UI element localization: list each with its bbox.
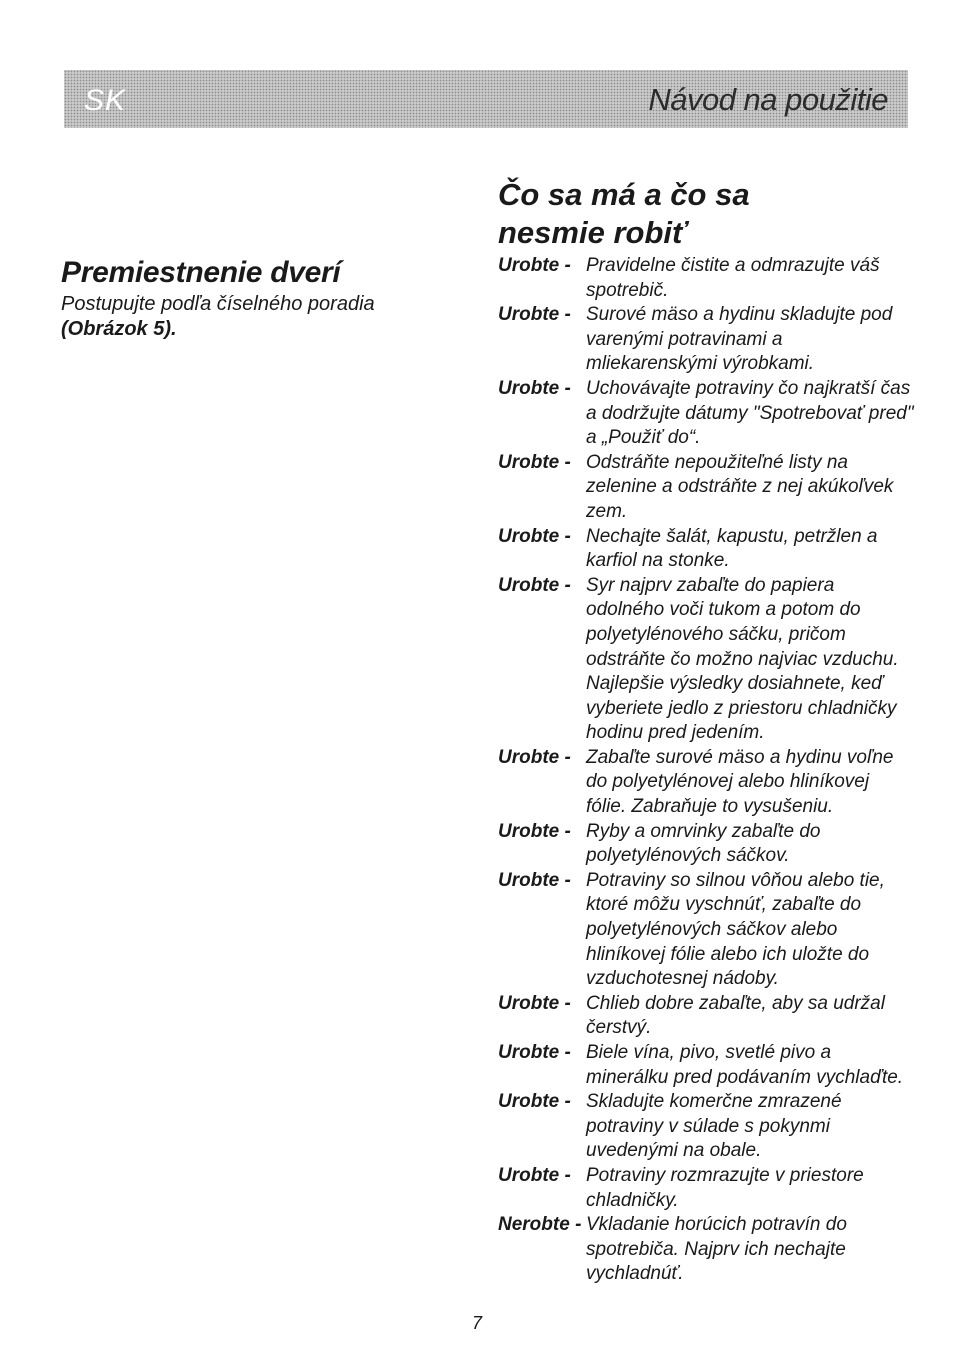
rules-list (498, 254, 918, 1287)
rule-item (498, 1164, 918, 1213)
rule-text: Biele vína, pivo, svetlé pivo a minerálku pred podávaním vychlaďte. (586, 1042, 904, 1088)
rule-text: Potraviny so silnou vôňou alebo tie, ktoré môžu vyschnúť, zabaľte do polyetylénových sáčkov alebo hliníkovej fólie alebo ich uložte do vzduchotesnej nádoby. (586, 869, 885, 990)
rule-item (498, 451, 918, 525)
rule-text: Skladujte komerčne zmrazené potraviny v súlade s pokynmi uvedenými na obale. (586, 1091, 842, 1162)
dos-donts-heading: Čo sa má a čo sa nesmie robiť (498, 177, 750, 250)
door-section-heading: Premiestnenie dverí (61, 256, 341, 289)
dos-donts-section (498, 176, 918, 1287)
rule-text: Chlieb dobre zabaľte, aby sa udržal čerstvý. (586, 992, 885, 1039)
rule-item (498, 377, 918, 451)
rule-item (498, 574, 918, 746)
rule-item (498, 1090, 918, 1164)
rule-label: Urobte - (498, 451, 571, 473)
rule-label: Urobte - (498, 1091, 571, 1113)
figure-reference: (Obrázok 5). (61, 318, 177, 340)
rule-text: Surové mäso a hydinu skladujte pod varenými potravinami a mliekarenskými výrobkami. (586, 304, 893, 375)
rule-label: Urobte - (498, 377, 571, 399)
rule-text: Odstráňte nepoužiteľné listy na zelenine a odstráňte z nej akúkoľvek zem. (586, 451, 894, 522)
door-section-text: Postupujte podľa číselného poradia (61, 293, 375, 315)
rule-label: Urobte - (498, 746, 571, 768)
manual-title: Návod na použitie (648, 82, 888, 117)
rule-item (498, 820, 918, 869)
rule-text: Uchovávajte potraviny čo najkratší čas a dodržujte dátumy "Spotrebovať pred" a „Použiť do“. (586, 377, 914, 449)
rule-text: Zabaľte surové mäso a hydinu voľne do polyetylénovej alebo hliníkovej fólie. Zabraňuje to vysušeniu. (586, 746, 894, 818)
rule-text: Potraviny rozmrazujte v priestore chladničky. (586, 1164, 864, 1211)
rule-label: Urobte - (498, 574, 571, 596)
rule-text: Ryby a omrvinky zabaľte do polyetylénových sáčkov. (586, 820, 821, 867)
rule-text: Vkladanie horúcich potravín do spotrebiča. Najprv ich nechajte vychladnúť. (586, 1214, 847, 1285)
page-number: 7 (471, 1313, 482, 1333)
rule-item (498, 1041, 918, 1090)
rule-item (498, 1213, 918, 1287)
rule-item (498, 254, 918, 303)
rule-item (498, 746, 918, 820)
language-code: SK (84, 84, 127, 117)
rule-label: Urobte - (498, 1042, 571, 1063)
rule-label: Urobte - (498, 992, 571, 1014)
rule-label: Nerobte - (498, 1214, 582, 1236)
rule-label: Urobte - (498, 869, 571, 891)
rule-label: Urobte - (498, 255, 571, 276)
rule-item (498, 525, 918, 574)
rule-text: Syr najprv zabaľte do papiera odolného voči tukom a potom do polyetylénového sáčku, pričom odstráňte čo možno najviac vzduchu. Najlepšie výsledky dosiahnete, keď vyberiete jedlo z priestoru chladničky hodinu pred jedením. (586, 574, 899, 744)
rule-label: Urobte - (498, 1164, 571, 1186)
rule-text: Nechajte šalát, kapustu, petržlen a karfiol na stonke. (586, 525, 878, 572)
door-section (61, 254, 451, 342)
rule-item (498, 869, 918, 992)
rule-item (498, 303, 918, 377)
rule-text: Pravidelne čistite a odmrazujte váš spotrebič. (586, 255, 880, 301)
rule-label: Urobte - (498, 820, 571, 842)
rule-label: Urobte - (498, 304, 571, 326)
rule-item (498, 992, 918, 1041)
rule-label: Urobte - (498, 525, 571, 547)
